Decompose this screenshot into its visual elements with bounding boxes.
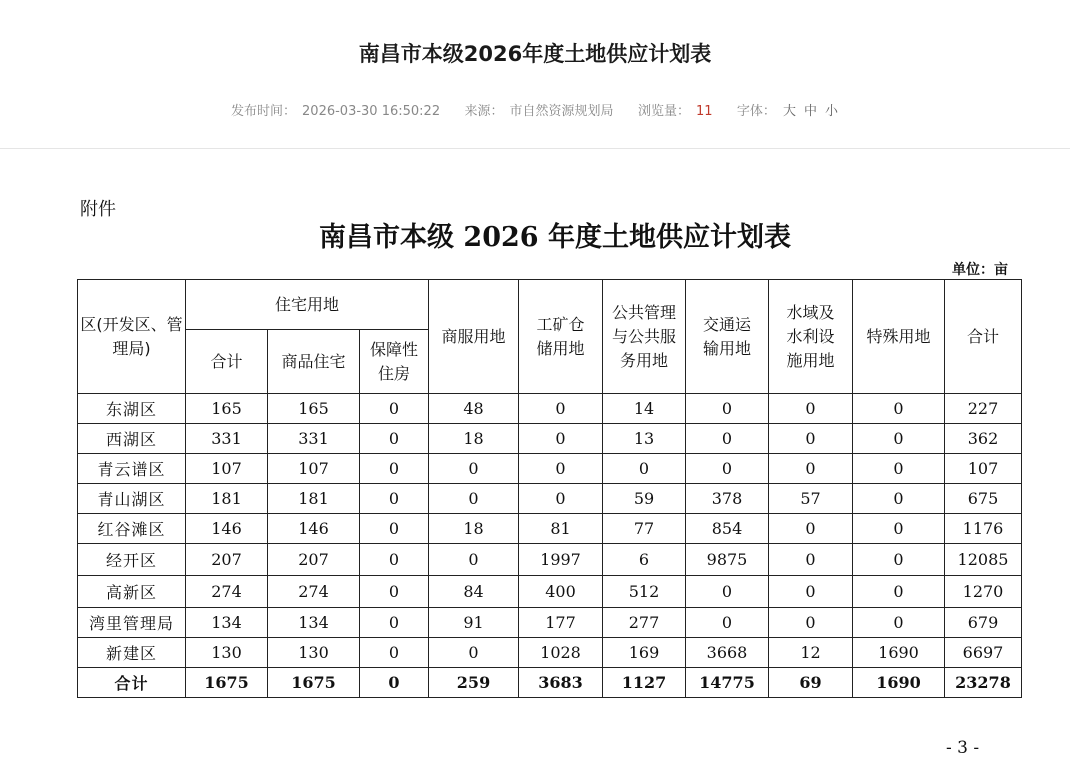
page-title: 南昌市本级2026年度土地供应计划表 — [358, 42, 712, 66]
publish-time: 2026-03-30 16:50:22 — [302, 104, 441, 119]
header-commercial-service: 商服用地 — [429, 280, 519, 394]
font-large-button[interactable]: 大 — [782, 104, 796, 119]
table-row: 青山湖区 181 181 0 0 0 59 378 57 0 675 — [78, 484, 1022, 514]
header-special: 特殊用地 — [853, 280, 945, 394]
header-industrial: 工矿仓储用地 — [519, 280, 603, 394]
source-info: 来源： 市自然资源规划局 — [464, 104, 614, 119]
document-title: 南昌市本级 2026 年度土地供应计划表 — [319, 222, 791, 253]
font-size-control: 字体： 大 中 小 — [736, 104, 838, 119]
header-residential: 住宅用地 — [186, 280, 429, 330]
header-res-commercial: 商品住宅 — [268, 330, 360, 394]
total-row: 合计 1675 1675 0 259 3683 1127 14775 69 1690 23278 — [78, 668, 1022, 698]
header-transport: 交通运输用地 — [686, 280, 769, 394]
table-row: 经开区 207 207 0 0 1997 6 9875 0 0 12085 — [78, 544, 1022, 576]
header-district: 区(开发区、管理局) — [78, 280, 186, 394]
page-number: - 3 - — [946, 738, 980, 758]
header-res-total: 合计 — [186, 330, 268, 394]
table-row: 东湖区 165 165 0 48 0 14 0 0 0 227 — [78, 394, 1022, 424]
font-medium-button[interactable]: 中 — [803, 104, 817, 119]
table-row: 红谷滩区 146 146 0 18 81 77 854 0 0 1176 — [78, 514, 1022, 544]
source-name: 市自然资源规划局 — [509, 104, 614, 119]
table-row: 高新区 274 274 0 84 400 512 0 0 0 1270 — [78, 576, 1022, 608]
table-row: 湾里管理局 134 134 0 91 177 277 0 0 0 679 — [78, 608, 1022, 638]
header-res-affordable: 保障性住房 — [360, 330, 429, 394]
font-small-button[interactable]: 小 — [824, 104, 838, 119]
header-total: 合计 — [945, 280, 1022, 394]
table-row: 西湖区 331 331 0 18 0 13 0 0 0 362 — [78, 424, 1022, 454]
article-meta — [0, 100, 1070, 119]
attachment-label: 附件 — [80, 199, 116, 220]
header-public-service: 公共管理与公共服务用地 — [603, 280, 686, 394]
header-water: 水域及水利设施用地 — [769, 280, 853, 394]
table-row: 新建区 130 130 0 0 1028 169 3668 12 1690 6697 — [78, 638, 1022, 668]
publish-info: 发布时间： 2026-03-30 16:50:22 — [231, 104, 441, 119]
views-count: 11 — [695, 104, 713, 119]
table-row: 青云谱区 107 107 0 0 0 0 0 0 0 107 — [78, 454, 1022, 484]
views-info: 浏览量： 11 — [637, 104, 713, 119]
land-supply-table — [77, 279, 1022, 698]
unit-label: 单位：亩 — [952, 262, 1008, 278]
divider — [0, 148, 1070, 149]
